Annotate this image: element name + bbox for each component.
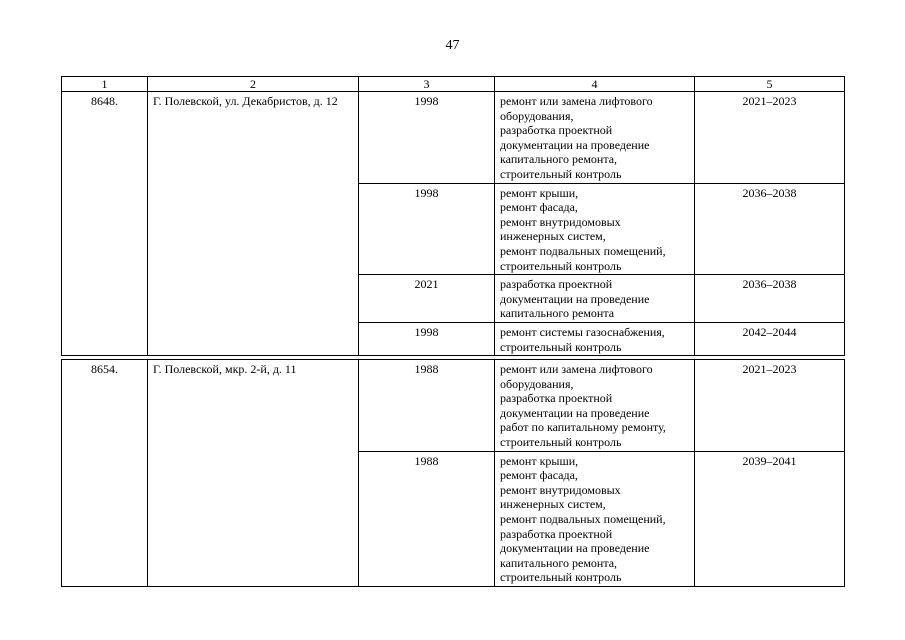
work-line: ремонт крыши, [500,185,579,200]
year-cell: 1998 [359,322,495,355]
work-line: ремонт фасада, [500,200,578,215]
works-cell [495,322,695,355]
period-cell: 2036–2038 [695,183,845,275]
work-line: разработка проектной [500,526,613,541]
work-line: ремонт внутридомовых [500,482,621,497]
document-sheet [61,76,844,587]
group-table [61,359,845,587]
work-line: разработка проектной [500,391,613,406]
table-row [62,360,845,452]
work-line: разработка проектной [500,277,613,292]
group-table [61,91,845,356]
page-number: 47 [445,38,460,53]
header-col-5: 5 [695,77,845,92]
work-line: ремонт подвальных помещений, [500,243,666,258]
record-number: 8654. [62,360,148,587]
work-line: инженерных систем, [500,229,606,244]
works-cell [495,451,695,586]
work-line: строительный контроль [500,435,622,450]
table-row [62,92,845,184]
work-line: капитального ремонта, [500,152,618,167]
work-line: документации на проведение [500,291,650,306]
year-cell: 1998 [359,183,495,275]
header-col-3: 3 [359,77,495,92]
year-cell: 1988 [359,451,495,586]
header-table [61,76,845,92]
header-col-2: 2 [148,77,359,92]
work-line: документации на проведение [500,405,650,420]
year-cell: 1998 [359,92,495,184]
work-line: работ по капитальному ремонту, [500,420,666,435]
address-cell: Г. Полевской, мкр. 2-й, д. 11 [148,360,359,587]
work-line: ремонт фасада, [500,468,578,483]
work-line: ремонт системы газоснабжения, [500,324,665,339]
header-col-1: 1 [62,77,148,92]
period-cell: 2036–2038 [695,275,845,323]
address-cell: Г. Полевской, ул. Декабристов, д. 12 [148,92,359,356]
work-line: капитального ремонта [500,306,615,321]
work-line: оборудования, [500,376,574,391]
work-line: строительный контроль [500,166,622,181]
work-line: строительный контроль [500,570,622,585]
work-line: документации на проведение [500,137,650,152]
header-col-4: 4 [495,77,695,92]
groups-container [61,91,844,587]
period-cell: 2039–2041 [695,451,845,586]
work-line: ремонт или замена лифтового [500,94,653,108]
header-row [62,77,845,92]
works-cell [495,92,695,184]
work-line: оборудования, [500,108,574,123]
work-line: инженерных систем, [500,497,606,512]
works-cell [495,360,695,452]
work-line: строительный контроль [500,258,622,273]
record-number: 8648. [62,92,148,356]
work-line: строительный контроль [500,339,622,354]
works-cell [495,275,695,323]
work-line: документации на проведение [500,541,650,556]
year-cell: 1988 [359,360,495,452]
work-line: капитального ремонта, [500,555,618,570]
period-cell: 2042–2044 [695,322,845,355]
period-cell: 2021–2023 [695,92,845,184]
works-cell [495,183,695,275]
work-line: ремонт внутридомовых [500,214,621,229]
work-line: разработка проектной [500,123,613,138]
work-line: ремонт или замена лифтового [500,362,653,377]
work-line: ремонт подвальных помещений, [500,512,666,527]
work-line: ремонт крыши, [500,453,579,468]
year-cell: 2021 [359,275,495,323]
period-cell: 2021–2023 [695,360,845,452]
